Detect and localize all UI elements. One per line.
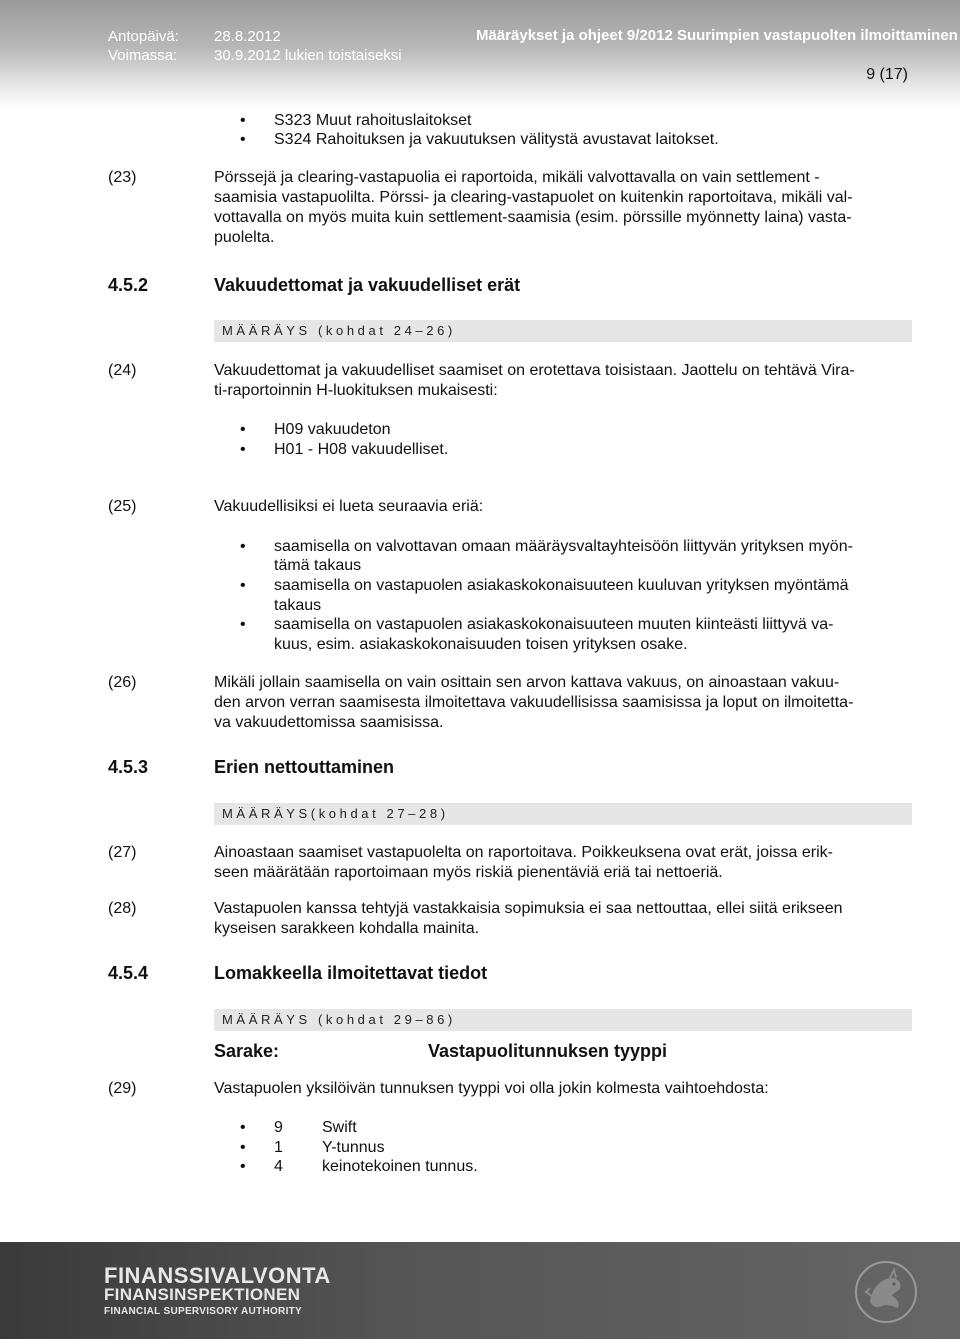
paragraph-line: Ainoastaan saamiset vastapuolelta on raportoitava. Poikkeuksena ovat erät, joissa erik-: [214, 844, 834, 861]
paragraph-line: Vakuudettomat ja vakuudelliset saamiset on erotettava toisistaan. Jaottelu on tehtävä Vira-: [214, 362, 855, 379]
issued-date: 28.8.2012: [214, 28, 281, 45]
paragraph-line: Pörssejä ja clearing-vastapuolia ei raportoida, mikäli valvottavalla on vain settlement -: [214, 169, 820, 186]
paragraph-line: Mikäli jollain saamisella on vain osittain sen arvon kattava vakuus, on ainoastaan vakuu-: [214, 674, 840, 691]
list-item-continuation: kuus, esim. asiakaskokonaisuuden toisen yrityksen osake.: [274, 636, 688, 653]
section-title: Erien nettouttaminen: [214, 757, 395, 777]
bullet-marker: •: [240, 131, 246, 148]
option-text: keinotekoinen tunnus.: [322, 1158, 478, 1175]
list-item: H09 vakuudeton: [274, 421, 391, 438]
paragraph-line: puolelta.: [214, 229, 275, 246]
paragraph-line: Vakuudellisiksi ei lueta seuraavia eriä:: [214, 498, 484, 515]
bullet-marker: •: [240, 1158, 246, 1175]
list-item: S324 Rahoituksen ja vakuutuksen välitystä avustavat laitokset.: [274, 131, 719, 148]
bullet-marker: •: [240, 538, 246, 555]
bullet-marker: •: [240, 616, 246, 633]
paragraph-line: seen määrätään raportoimaan myös riskiä pienentäviä eriä tai nettoeriä.: [214, 864, 723, 881]
bullet-marker: •: [240, 1119, 246, 1136]
paragraph-line: kyseisen sarakkeen kohdalla mainita.: [214, 920, 480, 937]
paragraph-number: (29): [108, 1080, 137, 1097]
paragraph-line: Vastapuolen yksilöivän tunnuksen tyyppi voi olla jokin kolmesta vaihtoehdosta:: [214, 1080, 769, 1097]
paragraph-line: ti-raportoinnin H-luokituksen mukaisesti:: [214, 382, 498, 399]
section-title: Lomakkeella ilmoitettavat tiedot: [214, 963, 488, 983]
footer-logo-line3: FINANCIAL SUPERVISORY AUTHORITY: [104, 1306, 303, 1317]
paragraph-number: (24): [108, 362, 137, 379]
page-number: 9 (17): [866, 66, 908, 83]
document-title: Määräykset ja ohjeet 9/2012 Suurimpien vastapuolten ilmoittaminen: [476, 27, 958, 44]
list-item-continuation: takaus: [274, 597, 322, 614]
list-item: S323 Muut rahoituslaitokset: [274, 112, 472, 129]
paragraph-line: vottavalla on myös muita kuin settlement-saamisia (esim. pörssille myönnetty laina) vasta-: [214, 209, 852, 226]
issued-label: Antopäivä:: [108, 28, 179, 45]
column-name: Vastapuolitunnuksen tyyppi: [428, 1041, 668, 1061]
option-code: 1: [274, 1139, 283, 1156]
paragraph-number: (28): [108, 900, 137, 917]
bullet-marker: •: [240, 112, 246, 129]
bullet-marker: •: [240, 441, 246, 458]
paragraph-line: Vastapuolen kanssa tehtyjä vastakkaisia sopimuksia ei saa nettouttaa, ellei siitä erikseen: [214, 900, 843, 917]
column-label: Sarake:: [214, 1041, 280, 1061]
paragraph-number: (25): [108, 498, 137, 515]
list-item: H01 - H08 vakuudelliset.: [274, 441, 449, 458]
footer-logo-line1: FINANSSIVALVONTA: [104, 1263, 331, 1288]
list-item: saamisella on vastapuolen asiakaskokonaisuuteen muuten kiinteästi liittyvä va-: [274, 616, 834, 633]
footer-logo-line2: FINANSINSPEKTIONEN: [104, 1285, 301, 1304]
paragraph-number: (26): [108, 674, 137, 691]
regulation-banner: MÄÄRÄYS (kohdat 29–86): [214, 1009, 912, 1031]
section-number: 4.5.3: [108, 757, 149, 777]
paragraph-line: den arvon verran saamisesta ilmoitettava vakuudellisissa saamisissa ja loput on ilmoitetta-: [214, 694, 854, 711]
bullet-marker: •: [240, 577, 246, 594]
list-item: saamisella on valvottavan omaan määräysvaltayhteisöön liittyvän yrityksen myön-: [274, 538, 853, 555]
option-text: Y-tunnus: [322, 1139, 385, 1156]
valid-label: Voimassa:: [108, 47, 178, 64]
paragraph-line: saamisia vastapuolilta. Pörssi- ja clearing-vastapuolet on kuitenkin raportoitava, mikäli val-: [214, 189, 853, 206]
list-item: saamisella on vastapuolen asiakaskokonaisuuteen kuuluvan yrityksen myöntämä: [274, 577, 849, 594]
paragraph-number: (23): [108, 169, 137, 186]
section-title: Vakuudettomat ja vakuudelliset erät: [214, 275, 521, 295]
bullet-marker: •: [240, 1139, 246, 1156]
option-code: 9: [274, 1119, 283, 1136]
section-number: 4.5.2: [108, 275, 149, 295]
regulation-banner: MÄÄRÄYS(kohdat 27–28): [214, 803, 912, 825]
section-number: 4.5.4: [108, 963, 149, 983]
lion-emblem-icon: [852, 1258, 920, 1326]
option-code: 4: [274, 1158, 283, 1175]
list-item-continuation: tämä takaus: [274, 557, 362, 574]
option-text: Swift: [322, 1119, 357, 1136]
paragraph-number: (27): [108, 844, 137, 861]
valid-date: 30.9.2012 lukien toistaiseksi: [214, 47, 402, 64]
bullet-marker: •: [240, 421, 246, 438]
regulation-banner: MÄÄRÄYS (kohdat 24–26): [214, 320, 912, 342]
paragraph-line: va vakuudettomissa saamisissa.: [214, 714, 444, 731]
